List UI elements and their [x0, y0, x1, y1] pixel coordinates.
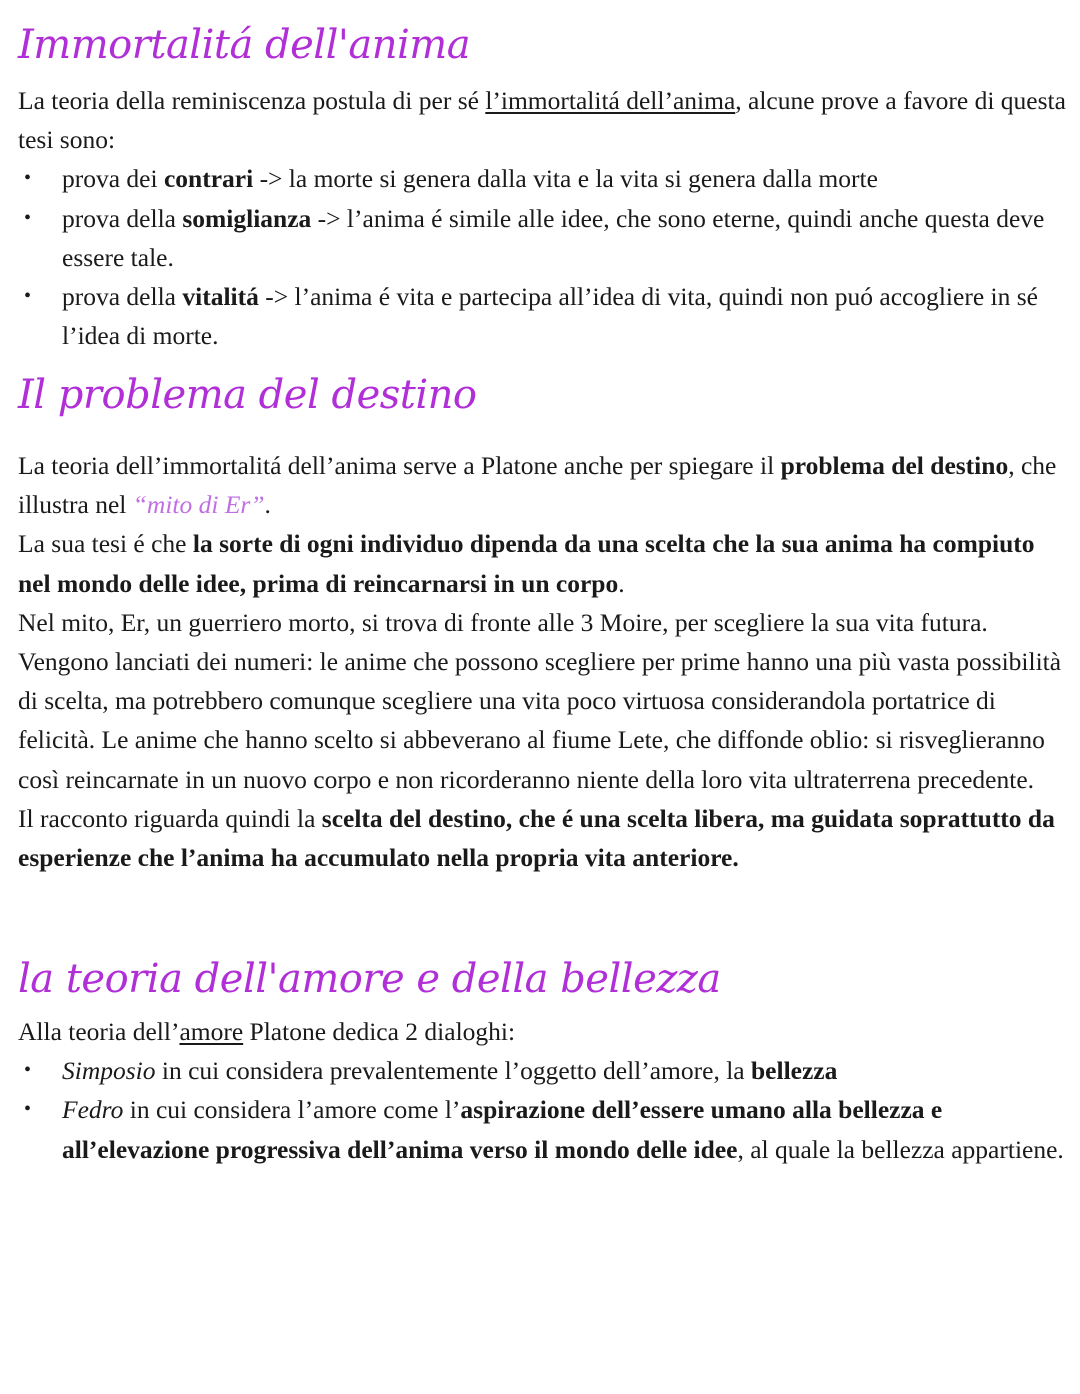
- bullet-icon: •: [24, 167, 32, 190]
- bullet-icon: •: [24, 1098, 32, 1121]
- intro-paragraph: La teoria della reminiscenza postula di per sé l’immortalitá dell’anima, alcune prove a favore di questa tesi sono:: [18, 86, 1066, 155]
- section-heading-love-beauty: la teoria dell'amore e della bellezza: [18, 956, 721, 1002]
- section-body-immortality: [18, 81, 1070, 355]
- underlined-term: amore: [179, 1017, 244, 1046]
- section-heading-immortality: Immortalitá dell'anima: [18, 22, 471, 68]
- bullet-icon: •: [24, 206, 32, 229]
- intro-paragraph: Alla teoria dell’amore Platone dedica 2 dialoghi:: [18, 1017, 516, 1046]
- section-heading-destiny: Il problema del destino: [18, 372, 477, 418]
- paragraph: Nel mito, Er, un guerriero morto, si trova di fronte alle 3 Moire, per scegliere la sua vita futura. Vengono lanciati dei numeri: le anime che possono scegliere per prime hanno una più vasta possibilità di scelta, ma potrebbero comunque scegliere una vita poco virtuosa considerandola portatrice di felicità. Le anime che hanno scelto si abbeverano al fiume Lete, che diffonde oblio: si risveglieranno così reincarnate in un nuovo corpo e non ricorderanno niente della loro vita ultraterrena precedente.: [18, 607, 1062, 794]
- paragraph: La sua tesi é che la sorte di ogni individuo dipenda da una scelta che la sua anima ha compiuto nel mondo delle idee, prima di reincarnarsi in un corpo.: [18, 529, 1035, 598]
- paragraph: La teoria dell’immortalitá dell’anima serve a Platone anche per spiegare il problema del destino, che illustra nel “mito di Er”.: [18, 451, 1057, 520]
- proofs-list: [18, 159, 1070, 355]
- list-item: • prova della vitalitá -> l’anima é vita e partecipa all’idea di vita, quindi non puó accogliere in sé l’idea di morte.: [18, 277, 1070, 355]
- list-item: • Fedro in cui considera l’amore come l’aspirazione dell’essere umano alla bellezza e all’elevazione progressiva dell’anima verso il mondo delle idee, al quale la bellezza appartiene.: [18, 1090, 1070, 1168]
- list-item: • prova dei contrari -> la morte si genera dalla vita e la vita si genera dalla morte: [18, 159, 1070, 198]
- myth-reference: “mito di Er”: [132, 490, 265, 520]
- section-body-destiny: [18, 446, 1070, 877]
- bullet-icon: •: [24, 1059, 32, 1082]
- bullet-icon: •: [24, 285, 32, 308]
- list-item: • prova della somiglianza -> l’anima é simile alle idee, che sono eterne, quindi anche questa deve essere tale.: [18, 199, 1070, 277]
- underlined-term: l’immortalitá dell’anima: [485, 86, 736, 115]
- paragraph: Il racconto riguarda quindi la scelta del destino, che é una scelta libera, ma guidata soprattutto da esperienze che l’anima ha accumulato nella propria vita anteriore.: [18, 803, 1055, 873]
- section-body-love-beauty: [18, 1012, 1070, 1169]
- list-item: • Simposio in cui considera prevalentemente l’oggetto dell’amore, la bellezza: [18, 1051, 1070, 1090]
- dialogues-list: [18, 1051, 1070, 1169]
